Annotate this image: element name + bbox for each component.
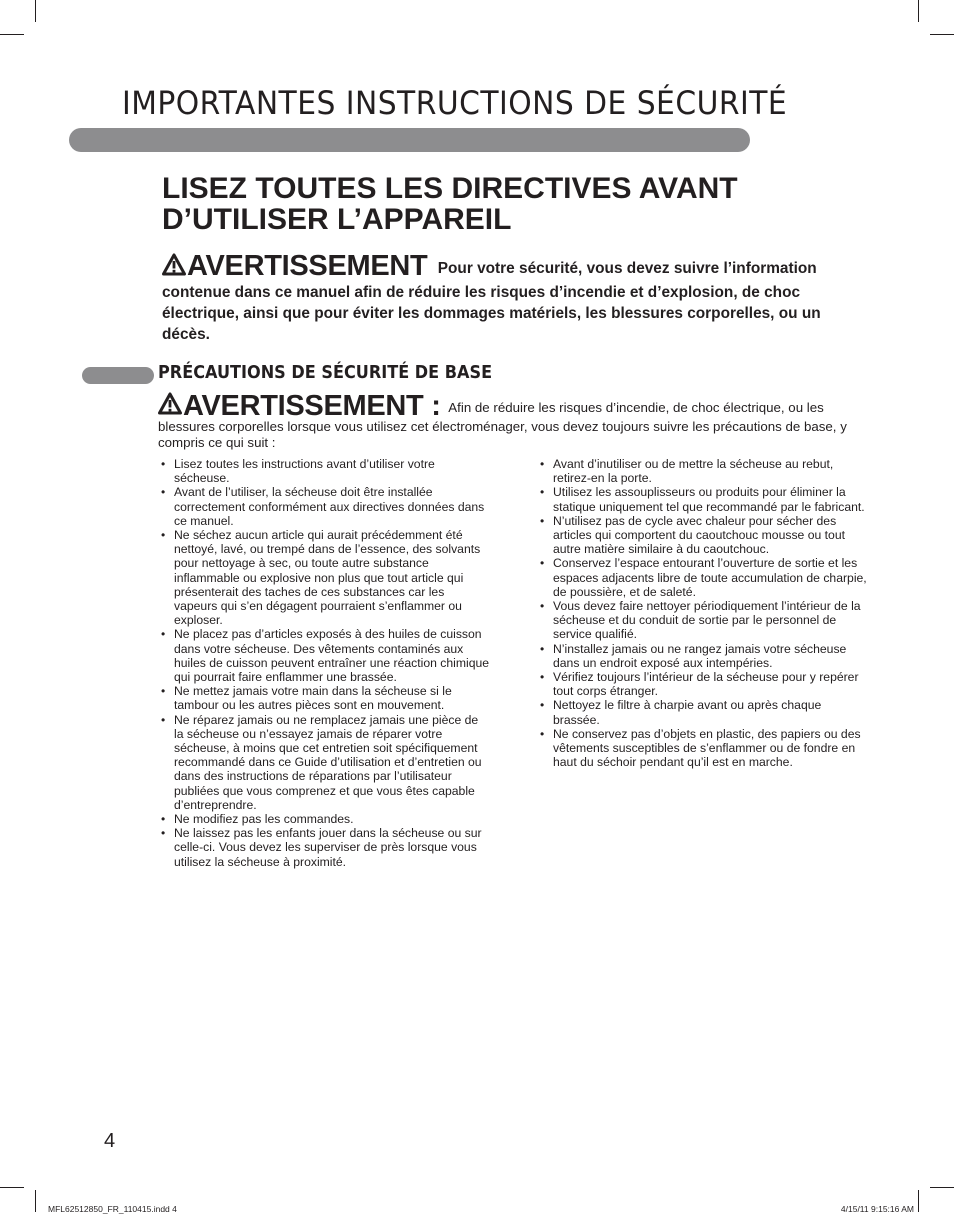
main-heading-line2: D’UTILISER L’APPAREIL [162, 203, 512, 236]
crop-mark [930, 1187, 954, 1188]
list-item: • Ne conservez pas d’objets en plastic, des papiers ou des vêtements susceptibles de s’enflammer ou de fondre en haut du séchoir pendant qu’il est en marche. [539, 727, 869, 770]
section-heading: PRÉCAUTIONS DE SÉCURITÉ DE BASE [158, 363, 493, 383]
list-item: • Ne placez pas d’articles exposés à des huiles de cuisson dans votre sécheuse. Des vêtements contaminés aux huiles de cuisson peuvent entraîner une réaction chimique qui pourrait faire enflammer une brassée. [160, 627, 490, 684]
list-item: • Ne modifiez pas les commandes. [160, 812, 490, 826]
main-heading [162, 173, 782, 235]
crop-mark [918, 1190, 919, 1212]
list-item: • N’utilisez pas de cycle avec chaleur pour sécher des articles qui comportent du caoutchouc mousse ou tout autre matière similaire à du caoutchouc. [539, 514, 869, 557]
list-item: • Vous devez faire nettoyer périodiquement l’intérieur de la sécheuse et du conduit de sortie par le personnel de service qualifié. [539, 599, 869, 642]
crop-mark [35, 0, 36, 22]
print-slug-timestamp: 4/15/11 9:15:16 AM [840, 1204, 914, 1214]
main-heading-line1: LISEZ TOUTES LES DIRECTIVES AVANT [162, 172, 738, 205]
list-item: • N’installez jamais ou ne rangez jamais votre sécheuse dans un endroit exposé aux intempéries. [539, 642, 869, 670]
crop-mark [930, 34, 954, 35]
list-item: • Conservez l’espace entourant l’ouverture de sortie et les espaces adjacents libre de toute accumulation de charpie, de poussière, et de saleté. [539, 556, 869, 599]
list-item: • Ne laissez pas les enfants jouer dans la sécheuse ou sur celle-ci. Vous devez les superviser de près lorsque vous utilisez la sécheuse à proximité. [160, 826, 490, 869]
crop-mark [35, 1190, 36, 1212]
warning-triangle-icon [162, 253, 186, 282]
title-underline-bar [69, 128, 750, 152]
list-item: • Utilisez les assouplisseurs ou produits pour éliminer la statique uniquement tel que recommandé par le fabricant. [539, 485, 869, 513]
warning-label: AVERTISSEMENT [187, 250, 428, 282]
section-marker-bar [82, 367, 154, 384]
warning-text: Pour votre sécurité, vous devez suivre l’information contenue dans ce manuel afin de réduire les risques d’incendie et d’explosion, de choc électrique, ainsi que pour éviter les dommages matériels, les blessures corporelles, ou un décès. [162, 260, 821, 343]
warning-text: Afin de réduire les risques d’incendie, de choc électrique, ou les blessures corporelles lorsque vous utilisez cet électroménager, vous devez toujours suivre les précautions de base, y compris ce qui suit : [158, 400, 847, 450]
crop-mark [0, 1187, 24, 1188]
warning-block-primary [162, 250, 832, 345]
page-number: 4 [104, 1130, 116, 1152]
print-slug-filename: MFL62512850_FR_110415.indd 4 [48, 1204, 177, 1214]
list-item: • Ne mettez jamais votre main dans la sécheuse si le tambour ou les autres pièces sont en mouvement. [160, 684, 490, 712]
list-item: • Nettoyez le filtre à charpie avant ou après chaque brassée. [539, 698, 869, 726]
warning-triangle-icon [158, 392, 182, 419]
page-title: IMPORTANTES INSTRUCTIONS DE SÉCURITÉ [122, 84, 788, 122]
warning-label: AVERTISSEMENT : [183, 390, 441, 422]
list-item: • Ne réparez jamais ou ne remplacez jamais une pièce de la sécheuse ou n’essayez jamais de réparer votre sécheuse, à moins que cet entretien soit spécifiquement recommandé dans ce Guide d’utilisation et d’entretien ou dans des instructions de réparations par l’utilisateur publiées que vous comprenez et que vous êtes capable d’entreprendre. [160, 713, 490, 812]
crop-mark [918, 0, 919, 22]
list-item: • Avant de l’utiliser, la sécheuse doit être installée correctement conformément aux directives données dans ce manuel. [160, 485, 490, 528]
list-item: • Avant d’inutiliser ou de mettre la sécheuse au rebut, retirez-en la porte. [539, 457, 869, 485]
precautions-list-right [539, 457, 869, 769]
crop-mark [0, 34, 24, 35]
list-item: • Vérifiez toujours l’intérieur de la sécheuse pour y repérer tout corps étranger. [539, 670, 869, 698]
warning-block-secondary [158, 392, 848, 451]
precautions-list-left [160, 457, 490, 869]
list-item: • Lisez toutes les instructions avant d’utiliser votre sécheuse. [160, 457, 490, 485]
list-item: • Ne séchez aucun article qui aurait précédemment été nettoyé, lavé, ou trempé dans de l’essence, des solvants pour nettoyage à sec, ou toute autre substance inflammable ou explosive non plus que tout article qui présenterait des taches de ces substances car les vapeurs qui s’en dégagent pourraient s’enflammer ou exploser. [160, 528, 490, 627]
